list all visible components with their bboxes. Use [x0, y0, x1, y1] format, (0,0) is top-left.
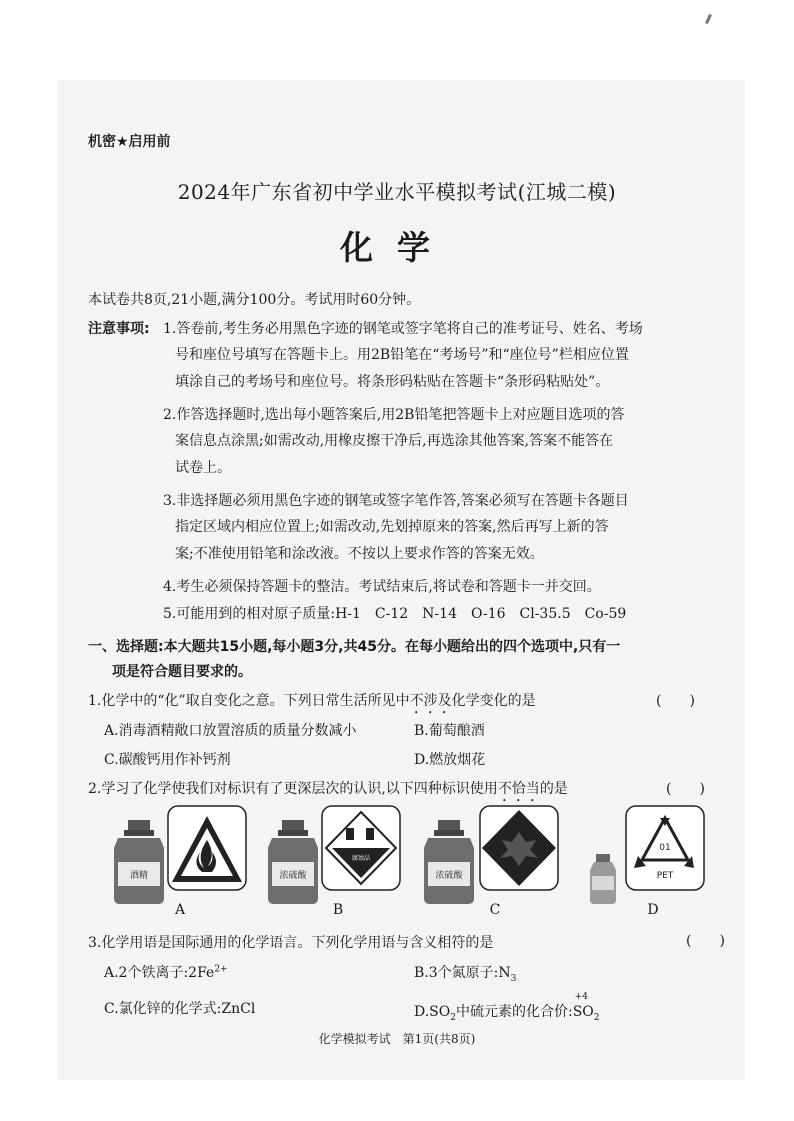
- bottle-label: 酒精: [129, 871, 149, 881]
- note-line: 试卷上。: [175, 460, 231, 476]
- option-b: B.3个氮原子$:N_3$: [414, 965, 517, 984]
- option-d: D.燃放烟花: [414, 752, 486, 768]
- question-1-stem: 1.化学中的“化”取自变化之意。下列日常生活所见中不涉及化学变化的是: [88, 693, 536, 709]
- subject-title: 化学: [340, 228, 454, 267]
- note-line: 号和座位号填写在答题卡上。用2B铅笔在“考场号”和“座位号”栏相应位置: [175, 347, 629, 363]
- sign-label: 腐蚀品: [351, 855, 371, 862]
- question-3-stem: 3.化学用语是国际通用的化学语言。下列化学用语与含义相符的是: [88, 935, 494, 951]
- note-line: 填涂自己的考场号和座位号。将条形码粘贴在答题卡“条形码粘贴处”。: [175, 374, 610, 390]
- bottle-label: 浓硫酸: [435, 871, 463, 881]
- page-footer: 化学模拟考试 第1页(共8页): [318, 1032, 476, 1046]
- answer-bracket: ( ): [666, 781, 705, 797]
- recycle-number: 01: [659, 843, 671, 853]
- exam-intro: 本试卷共8页,21小题,满分100分。考试用时60分钟。: [88, 292, 421, 308]
- confidential-label: 机密★启用前: [88, 134, 171, 150]
- option-a: A.2个铁离子$:2Fe^{2+}$: [104, 964, 228, 981]
- section-heading: 一、选择题:本大题共15小题,每小题3分,共45分。在每小题给出的四个选项中,只有一: [88, 639, 621, 655]
- option-label: D: [647, 902, 659, 918]
- section-heading-cont: 项是符合题目要求的。: [112, 664, 252, 680]
- option-label: B: [332, 902, 344, 918]
- answer-bracket: ( ): [656, 693, 695, 709]
- note-line: 1.答卷前,考生务必用黑色字迹的钢笔或签字笔将自己的准考证号、姓名、考场: [163, 321, 643, 337]
- recycle-code: PET: [656, 871, 674, 881]
- option-label: C: [489, 902, 501, 918]
- corrosive-sign-icon: [322, 806, 400, 890]
- note-line: 3.非选择题必须用黑色字迹的钢笔或签字笔作答,答案必须写在答题卡各题目: [163, 493, 629, 509]
- option-c: C.碳酸钙用作补钙剂: [104, 752, 231, 768]
- option-label: A: [174, 902, 186, 918]
- reagent-bottle: [424, 820, 474, 904]
- notes-label: 注意事项:: [88, 321, 150, 337]
- option-b: B.葡萄酿酒: [414, 723, 485, 739]
- reagent-bottle: [268, 820, 318, 904]
- note-line: 案;不准使用铅笔和涂改液。不按以上要求作答的答案无效。: [175, 546, 544, 562]
- exam-title: 2024年广东省初中学业水平模拟考试(江城二模): [177, 180, 617, 204]
- bottle-label: 浓硫酸: [279, 871, 307, 881]
- option-c: C.氯化锌的化学式:ZnCl: [104, 1001, 256, 1017]
- note-line: 2.作答选择题时,选出每小题答案后,用2B铅笔把答题卡上对应题目选项的答: [163, 407, 625, 423]
- flammable-sign-icon: [168, 806, 246, 890]
- emphasis-text: 不恰当: [497, 781, 540, 797]
- valence-mark: +4: [574, 992, 588, 1002]
- answer-bracket: ( ): [686, 933, 725, 949]
- reagent-bottle: [114, 820, 164, 904]
- question-2-stem: 2.学习了化学使我们对标识有了更深层次的认识,以下四种标识使用不恰当的是: [88, 781, 568, 797]
- recycle-sign-icon: [626, 806, 704, 890]
- plastic-bottle: [590, 854, 616, 904]
- sign-images: [100, 804, 760, 918]
- note-line: 4.考生必须保持答题卡的整洁。考试结束后,将试卷和答题卡一并交回。: [163, 579, 601, 595]
- option-d: $D.SO_2$中硫元素的化合价: +4 $SO_2$: [414, 992, 600, 1023]
- note-line: 案信息点涂黑;如需改动,用橡皮擦干净后,再选涂其他答案,答案不能答在: [175, 433, 614, 449]
- option-a: A.消毒酒精敞口放置溶质的质量分数减小: [104, 723, 357, 739]
- emphasis-text: 不涉及: [409, 693, 452, 709]
- scan-mark: [705, 14, 712, 24]
- explosive-sign-icon: [480, 806, 558, 890]
- note-line: 指定区域内相应位置上;如需改动,先划掉原来的答案,然后再写上新的答: [175, 519, 609, 535]
- note-line: 5.可能用到的相对原子质量:H-1 C-12 N-14 O-16 Cl-35.5 Co-59: [163, 606, 627, 622]
